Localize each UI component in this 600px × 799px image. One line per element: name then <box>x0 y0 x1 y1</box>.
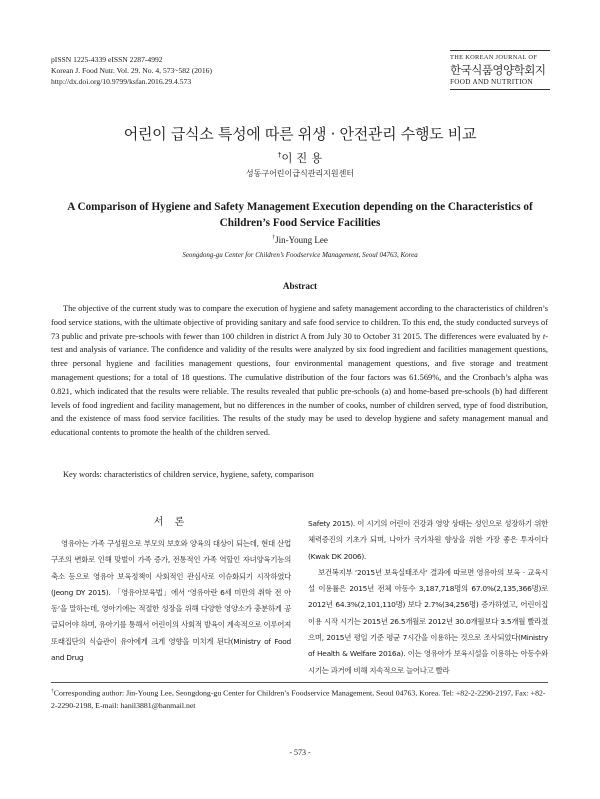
footnote-divider <box>51 682 548 683</box>
author-english <box>0 235 600 245</box>
corresponding-author-footnote <box>51 685 548 712</box>
affiliation-english: Seongdong-gu Center for Children’s Foodservice Management, Seoul 04763, Korea <box>182 251 418 259</box>
intro-paragraph-2: 보건복지부 ‘2015년 보육실태조사’ 결과에 따르면 영유아의 보육 · 교육시설 이용률은 2015년 전체 아동수 3,187,718명의 67.0%(2,135,366명)로 2012년 64.3%(2,101,110명) 보다 2.7%(34,256명) 증가하였고, 어린이집 이용 시작 시기는 2015년 26.5개월로 2012년 30.0개월보다 3.5개월 빨라졌으며, 2015년 평일 기준 평균 7시간을 이용하는 것으로 조사되었다(Ministry of Health & Welfare 2016a). 이는 영유아가 보육시설을 이용하는 아동수와 시기는 과거에 비해 지속적으로 늘어나고 빨라 <box>308 567 548 675</box>
abstract-text-1: The objective of the current study was to compare the execution of hygiene and safety management according to the characteristics of children’s food service stations, with the ultimate objective of providing sanitary and safe food service to children. To this end, the study conducted surveys of 73 public and private pre-schools with fewer than 100 children in district A from July 30 to October 31 2015. The differences were evaluated by <box>51 304 548 341</box>
corresponding-mark-en: † <box>272 235 276 241</box>
abstract-body <box>51 302 548 440</box>
journal-logo <box>450 50 550 90</box>
journal-top-rule <box>450 50 550 51</box>
title-english: A Comparison of Hygiene and Safety Management Execution depending on the Characteristics of Children’s Food Service Facilities <box>67 201 533 229</box>
issn-line: pISSN 1225-4339 eISSN 2287-4992 <box>51 55 163 64</box>
journal-name-en-top: THE KOREAN JOURNAL OF <box>450 54 538 61</box>
author-english-name: Jin-Young Lee <box>275 235 328 245</box>
footnote-text: Corresponding author: Jin-Young Lee, Seongdong-gu Center for Children’s Foodservice Management, Seoul 04763, Korea. Tel: +82-2-2290-2197, Fax: +82-2-2290-2198, E-mail: hanil3881@hanmail.net <box>51 688 546 710</box>
abstract-heading: Abstract <box>282 281 318 291</box>
title-korean: 어린이 급식소 특성에 따른 위생 · 안전관리 수행도 비교 <box>123 125 477 143</box>
page-number: - 573 - <box>289 748 311 757</box>
author-korean <box>0 150 600 166</box>
citation-line: Korean J. Food Nutr. Vol. 29. No. 4, 573~582 (2016) <box>51 66 212 75</box>
footnote-mark: † <box>51 688 54 694</box>
journal-bottom-rule <box>450 89 550 90</box>
abstract-text-2: -test and analysis of variance. The confidence and validity of the results were analyzed by six food ingredient and facilities management questions, three personal hygiene and facilities management questions, four environmental management questions, and five storage and treatment management questions; for a total of 18 questions. The cumulative distribution of the four factors was 61.569%, and the Cronbach’s alpha was 0.821, which indicated that the results were reliable. The results revealed that public pre-schools (a) and home-based pre-schools (b) had different levels of food ingredient and facility management, but no differences in the number of cooks, number of children served, type of food distribution, and the existence of mass food service facilities. The results of the study may be used to develop hygiene and safety management manual and educational contents to promote the health of the children served. <box>51 331 548 438</box>
journal-name-ko: 한국식품영양학회지 <box>450 63 546 77</box>
author-korean-name: 이 진 용 <box>281 151 323 165</box>
intro-paragraph-1-continued: Safety 2015). 이 시기의 어린이 건강과 영양 상태는 성인으로 성장하기 위한 체력증진의 기초가 되며, 나아가 국가차원 향상을 위한 가장 좋은 투자이다(Kwak DK 2006). <box>308 519 548 561</box>
affiliation-korean: 성동구어린이급식관리지원센터 <box>245 169 355 178</box>
left-column <box>51 536 291 666</box>
keywords: Key words: characteristics of children service, hygiene, safety, comparison <box>63 470 314 479</box>
abstract-italic-t: t <box>542 331 546 341</box>
right-column <box>308 516 548 679</box>
intro-paragraph-1: 영유아는 가족 구성원으로 부모의 보호와 양육의 대상이 되는데, 현대 산업구조의 변화로 인해 맞벌이 가족 증가, 전통적인 가족 역할인 자녀양육기능의 축소 등으로 영유아 보육정책이 사회적인 관심사로 이슈화되기 시작하였다(Jeong DY 2015). 「영유아보육법」에서 ‘영유아란 6세 미만의 취학 전 아동’을 말하는데, 영아기에는 적절한 성장을 위해 다양한 영양소가 충분하게 공급되어야 하며, 유아기를 통해서 어린이의 사회적 발육이 계속적으로 이루어져 또래집단의 식습관이 유아에게 크게 영향을 미치게 된다(Ministry of Food and Drug <box>51 539 291 663</box>
doi-link[interactable]: http://dx.doi.org/10.9799/ksfan.2016.29.4.573 <box>51 77 192 86</box>
journal-name-en-bottom: FOOD AND NUTRITION <box>450 78 533 86</box>
corresponding-mark: † <box>277 151 282 160</box>
section-heading-introduction: 서 론 <box>153 517 189 528</box>
publication-info <box>51 54 212 87</box>
